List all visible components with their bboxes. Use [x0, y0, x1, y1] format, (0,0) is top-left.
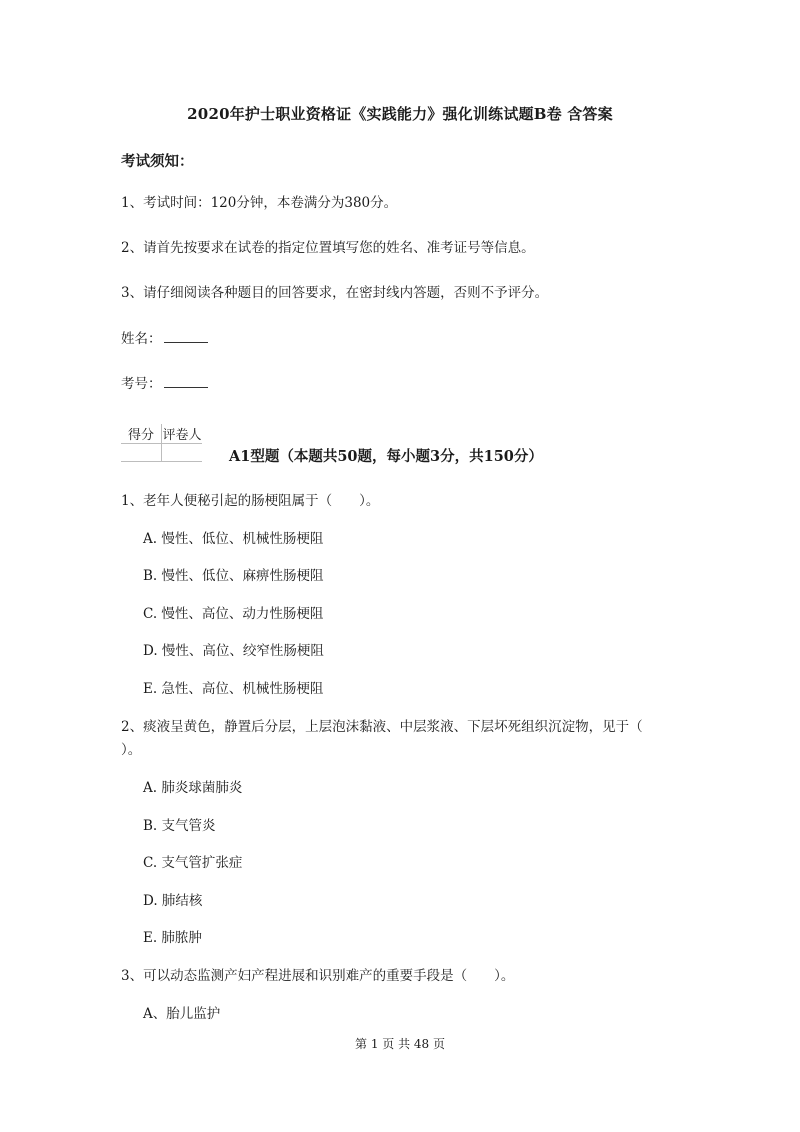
page-footer: 第 1 页 共 48 页 [355, 1037, 445, 1051]
question-stem: 1、老年人便秘引起的肠梗阻属于（ ）。 [121, 493, 380, 509]
option: C. 支气管扩张症 [143, 855, 243, 871]
option: B. 慢性、低位、麻痹性肠梗阻 [143, 568, 324, 584]
question-stem: 2、痰液呈黄色，静置后分层，上层泡沫黏液、中层浆液、下层坏死组织沉淀物，见于（ [121, 719, 643, 735]
question-stem: 3、可以动态监测产妇产程进展和识别难产的重要手段是（ ）。 [121, 968, 515, 984]
option: D. 慢性、高位、绞窄性肠梗阻 [143, 643, 324, 659]
score-label: 得分 [121, 424, 162, 444]
option: A、胎儿监护 [143, 1006, 221, 1022]
notice-heading: 考试须知： [121, 153, 194, 170]
name-label: 姓名： [121, 331, 162, 347]
id-field [121, 373, 208, 394]
notice-item: 1、考试时间：120分钟，本卷满分为380分。 [121, 195, 398, 211]
name-blank[interactable] [164, 328, 208, 343]
option: E. 肺脓肿 [143, 930, 202, 946]
section-heading: A1型题（本题共50题，每小题3分，共150分） [229, 448, 543, 465]
name-field [121, 328, 208, 349]
notice-item: 3、请仔细阅读各种题目的回答要求，在密封线内答题，否则不予评分。 [121, 285, 549, 301]
option: C. 慢性、高位、动力性肠梗阻 [143, 606, 324, 622]
id-blank[interactable] [164, 373, 208, 388]
score-cell[interactable] [121, 444, 162, 462]
notice-item: 2、请首先按要求在试卷的指定位置填写您的姓名、准考证号等信息。 [121, 240, 535, 256]
option: D. 肺结核 [143, 893, 203, 909]
option: B. 支气管炎 [143, 818, 216, 834]
option: A. 肺炎球菌肺炎 [143, 780, 243, 796]
id-label: 考号： [121, 376, 162, 392]
grader-label: 评卷人 [162, 424, 203, 444]
score-table [121, 424, 202, 462]
option: E. 急性、高位、机械性肠梗阻 [143, 681, 324, 697]
grader-cell[interactable] [162, 444, 203, 462]
question-stem-cont: ）。 [121, 742, 142, 758]
page-title: 2020年护士职业资格证《实践能力》强化训练试题B卷 含答案 [187, 105, 613, 123]
option: A. 慢性、低位、机械性肠梗阻 [143, 531, 324, 547]
